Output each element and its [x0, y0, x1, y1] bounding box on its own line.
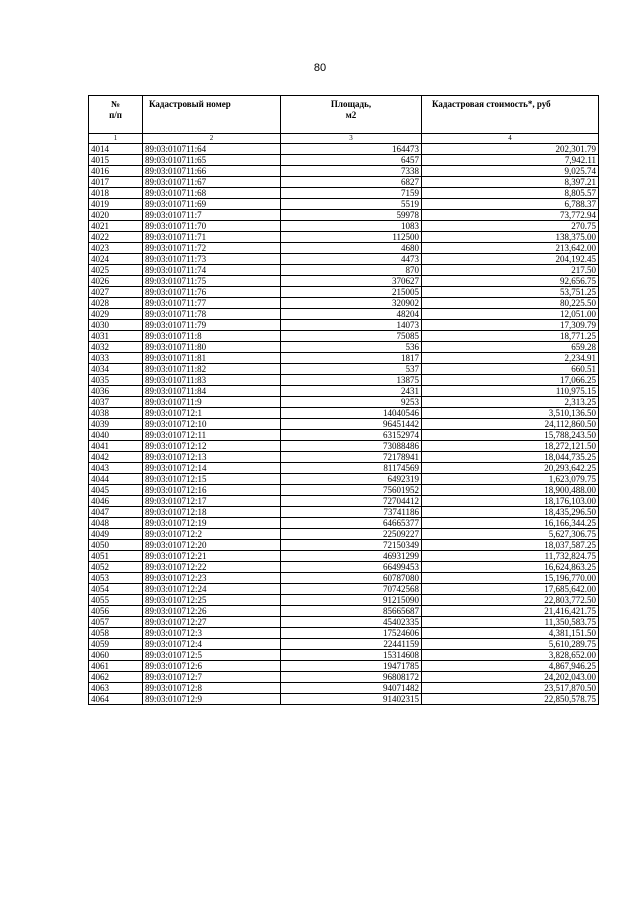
table-row — [89, 661, 599, 672]
area-cell: 59978 — [281, 210, 422, 221]
cadastral-number-cell: 89:03:010711:71 — [143, 232, 281, 243]
row-number-cell: 4022 — [89, 232, 143, 243]
cadastral-value-cell: 11,350,583.75 — [422, 617, 599, 628]
header-cadastral-number — [143, 96, 281, 134]
cadastral-number-cell: 89:03:010712:25 — [143, 595, 281, 606]
area-cell: 1817 — [281, 353, 422, 364]
header-row — [89, 96, 599, 134]
cadastral-value-cell: 24,202,043.00 — [422, 672, 599, 683]
area-cell: 70742568 — [281, 584, 422, 595]
row-number-cell: 4051 — [89, 551, 143, 562]
area-cell: 94071482 — [281, 683, 422, 694]
area-cell: 215005 — [281, 287, 422, 298]
cadastral-value-cell: 213,642.00 — [422, 243, 599, 254]
cadastral-number-cell: 89:03:010712:13 — [143, 452, 281, 463]
area-cell: 537 — [281, 364, 422, 375]
table-row — [89, 155, 599, 166]
cadastral-number-cell: 89:03:010712:17 — [143, 496, 281, 507]
cadastral-number-cell: 89:03:010712:14 — [143, 463, 281, 474]
cadastral-number-cell: 89:03:010712:3 — [143, 628, 281, 639]
cadastral-number-cell: 89:03:010711:68 — [143, 188, 281, 199]
table-row — [89, 496, 599, 507]
column-number: 2 — [143, 134, 281, 144]
row-number-cell: 4030 — [89, 320, 143, 331]
row-number-cell: 4021 — [89, 221, 143, 232]
cadastral-number-cell: 89:03:010712:23 — [143, 573, 281, 584]
cadastral-value-cell: 12,051.00 — [422, 309, 599, 320]
cadastral-value-cell: 4,381,151.50 — [422, 628, 599, 639]
row-number-cell: 4056 — [89, 606, 143, 617]
table-row — [89, 474, 599, 485]
cadastral-value-cell: 6,788.37 — [422, 199, 599, 210]
area-cell: 72704412 — [281, 496, 422, 507]
cadastral-number-cell: 89:03:010711:9 — [143, 397, 281, 408]
row-number-cell: 4048 — [89, 518, 143, 529]
area-cell: 22509227 — [281, 529, 422, 540]
cadastral-number-cell: 89:03:010711:78 — [143, 309, 281, 320]
cadastral-value-cell: 2,313.25 — [422, 397, 599, 408]
table-row — [89, 584, 599, 595]
row-number-cell: 4064 — [89, 694, 143, 705]
table-row — [89, 309, 599, 320]
table-row — [89, 507, 599, 518]
cadastral-number-cell: 89:03:010712:22 — [143, 562, 281, 573]
row-number-cell: 4059 — [89, 639, 143, 650]
row-number-cell: 4038 — [89, 408, 143, 419]
row-number-cell: 4049 — [89, 529, 143, 540]
row-number-cell: 4058 — [89, 628, 143, 639]
row-number-cell: 4045 — [89, 485, 143, 496]
row-number-cell: 4023 — [89, 243, 143, 254]
row-number-cell: 4040 — [89, 430, 143, 441]
table-row — [89, 540, 599, 551]
table-row — [89, 397, 599, 408]
area-cell: 6492319 — [281, 474, 422, 485]
row-number-cell: 4063 — [89, 683, 143, 694]
area-cell: 9253 — [281, 397, 422, 408]
cadastral-number-cell: 89:03:010712:6 — [143, 661, 281, 672]
row-number-cell: 4047 — [89, 507, 143, 518]
cadastral-number-cell: 89:03:010711:77 — [143, 298, 281, 309]
row-number-cell: 4035 — [89, 375, 143, 386]
row-number-cell: 4039 — [89, 419, 143, 430]
area-cell: 64665377 — [281, 518, 422, 529]
table-row — [89, 386, 599, 397]
cadastral-value-cell: 18,272,121.50 — [422, 441, 599, 452]
table-row — [89, 320, 599, 331]
table-row — [89, 683, 599, 694]
cadastral-value-cell: 217.50 — [422, 265, 599, 276]
cadastral-value-cell: 18,435,296.50 — [422, 507, 599, 518]
row-number-cell: 4044 — [89, 474, 143, 485]
row-number-cell: 4057 — [89, 617, 143, 628]
row-number-cell: 4046 — [89, 496, 143, 507]
area-cell: 60787080 — [281, 573, 422, 584]
cadastral-value-cell: 73,772.94 — [422, 210, 599, 221]
area-cell: 46931299 — [281, 551, 422, 562]
table-row — [89, 298, 599, 309]
area-cell: 112500 — [281, 232, 422, 243]
row-number-cell: 4025 — [89, 265, 143, 276]
cadastral-value-cell: 15,788,243.50 — [422, 430, 599, 441]
cadastral-value-cell: 11,732,824.75 — [422, 551, 599, 562]
cadastral-value-cell: 9,025.74 — [422, 166, 599, 177]
row-number-cell: 4036 — [89, 386, 143, 397]
area-cell: 370627 — [281, 276, 422, 287]
area-cell: 72150349 — [281, 540, 422, 551]
area-cell: 73088486 — [281, 441, 422, 452]
cadastral-number-cell: 89:03:010711:80 — [143, 342, 281, 353]
table-body — [89, 144, 599, 705]
area-cell: 66499453 — [281, 562, 422, 573]
header-cadastral-value-label: Кадастровая стоимость*, руб — [432, 99, 551, 109]
table-row — [89, 144, 599, 155]
table-row — [89, 518, 599, 529]
row-number-cell: 4032 — [89, 342, 143, 353]
cadastral-value-cell: 3,828,652.00 — [422, 650, 599, 661]
table-row — [89, 628, 599, 639]
cadastral-value-cell: 22,803,772.50 — [422, 595, 599, 606]
area-cell: 4680 — [281, 243, 422, 254]
row-number-cell: 4052 — [89, 562, 143, 573]
table-row — [89, 177, 599, 188]
row-number-cell: 4037 — [89, 397, 143, 408]
cadastral-value-cell: 270.75 — [422, 221, 599, 232]
cadastral-number-cell: 89:03:010712:26 — [143, 606, 281, 617]
area-cell: 2431 — [281, 386, 422, 397]
row-number-cell: 4028 — [89, 298, 143, 309]
cadastre-table — [88, 95, 599, 705]
area-cell: 13875 — [281, 375, 422, 386]
cadastral-value-cell: 23,517,870.50 — [422, 683, 599, 694]
table-row — [89, 331, 599, 342]
area-cell: 5519 — [281, 199, 422, 210]
row-number-cell: 4014 — [89, 144, 143, 155]
area-cell: 75601952 — [281, 485, 422, 496]
table-row — [89, 573, 599, 584]
row-number-cell: 4026 — [89, 276, 143, 287]
area-cell: 164473 — [281, 144, 422, 155]
cadastral-number-cell: 89:03:010711:79 — [143, 320, 281, 331]
cadastral-number-cell: 89:03:010712:8 — [143, 683, 281, 694]
row-number-cell: 4042 — [89, 452, 143, 463]
table-row — [89, 595, 599, 606]
cadastral-value-cell: 80,225.50 — [422, 298, 599, 309]
column-numbers-row — [89, 134, 599, 144]
cadastral-value-cell: 5,610,289.75 — [422, 639, 599, 650]
row-number-cell: 4055 — [89, 595, 143, 606]
cadastral-number-cell: 89:03:010711:74 — [143, 265, 281, 276]
cadastral-number-cell: 89:03:010712:2 — [143, 529, 281, 540]
table-row — [89, 188, 599, 199]
cadastral-number-cell: 89:03:010712:24 — [143, 584, 281, 595]
table-row — [89, 210, 599, 221]
table-row — [89, 408, 599, 419]
page-number: 80 — [313, 62, 327, 74]
cadastral-value-cell: 20,293,642.25 — [422, 463, 599, 474]
table-row — [89, 265, 599, 276]
row-number-cell: 4015 — [89, 155, 143, 166]
table-row — [89, 342, 599, 353]
table-row — [89, 617, 599, 628]
table-row — [89, 452, 599, 463]
table-row — [89, 672, 599, 683]
cadastral-number-cell: 89:03:010711:66 — [143, 166, 281, 177]
row-number-cell: 4053 — [89, 573, 143, 584]
cadastral-number-cell: 89:03:010712:16 — [143, 485, 281, 496]
table-row — [89, 529, 599, 540]
cadastral-value-cell: 17,685,642.00 — [422, 584, 599, 595]
cadastral-value-cell: 202,301.79 — [422, 144, 599, 155]
header-row-number-label: № п/п — [109, 99, 122, 120]
area-cell: 536 — [281, 342, 422, 353]
cadastral-value-cell: 18,900,488.00 — [422, 485, 599, 496]
table-row — [89, 364, 599, 375]
cadastral-value-cell: 18,037,587.25 — [422, 540, 599, 551]
area-cell: 6827 — [281, 177, 422, 188]
cadastral-value-cell: 660.51 — [422, 364, 599, 375]
row-number-cell: 4024 — [89, 254, 143, 265]
cadastral-number-cell: 89:03:010711:75 — [143, 276, 281, 287]
column-number: 4 — [422, 134, 599, 144]
area-cell: 14073 — [281, 320, 422, 331]
cadastral-number-cell: 89:03:010711:72 — [143, 243, 281, 254]
cadastral-number-cell: 89:03:010711:81 — [143, 353, 281, 364]
area-cell: 91402315 — [281, 694, 422, 705]
cadastral-value-cell: 4,867,946.25 — [422, 661, 599, 672]
area-cell: 81174569 — [281, 463, 422, 474]
cadastral-value-cell: 24,112,860.50 — [422, 419, 599, 430]
cadastral-number-cell: 89:03:010711:70 — [143, 221, 281, 232]
row-number-cell: 4034 — [89, 364, 143, 375]
row-number-cell: 4027 — [89, 287, 143, 298]
cadastral-value-cell: 659.28 — [422, 342, 599, 353]
cadastral-value-cell: 16,624,863.25 — [422, 562, 599, 573]
header-row-number — [89, 96, 143, 134]
area-cell: 7159 — [281, 188, 422, 199]
cadastral-value-cell: 16,166,344.25 — [422, 518, 599, 529]
row-number-cell: 4029 — [89, 309, 143, 320]
table-row — [89, 694, 599, 705]
cadastral-number-cell: 89:03:010712:19 — [143, 518, 281, 529]
cadastral-value-cell: 53,751.25 — [422, 287, 599, 298]
table-row — [89, 430, 599, 441]
cadastral-value-cell: 15,196,770.00 — [422, 573, 599, 584]
area-cell: 63152974 — [281, 430, 422, 441]
cadastral-value-cell: 18,044,735.25 — [422, 452, 599, 463]
area-cell: 6457 — [281, 155, 422, 166]
area-cell: 17524606 — [281, 628, 422, 639]
area-cell: 7338 — [281, 166, 422, 177]
area-cell: 4473 — [281, 254, 422, 265]
area-cell: 75085 — [281, 331, 422, 342]
table-row — [89, 562, 599, 573]
table-header — [89, 96, 599, 144]
table-row — [89, 276, 599, 287]
cadastral-number-cell: 89:03:010712:4 — [143, 639, 281, 650]
row-number-cell: 4050 — [89, 540, 143, 551]
table-row — [89, 243, 599, 254]
table-row — [89, 606, 599, 617]
area-cell: 1083 — [281, 221, 422, 232]
row-number-cell: 4054 — [89, 584, 143, 595]
area-cell: 320902 — [281, 298, 422, 309]
row-number-cell: 4031 — [89, 331, 143, 342]
cadastral-value-cell: 204,192.45 — [422, 254, 599, 265]
cadastral-value-cell: 21,416,421.75 — [422, 606, 599, 617]
cadastral-number-cell: 89:03:010712:9 — [143, 694, 281, 705]
header-cadastral-number-label: Кадастровый номер — [149, 99, 231, 109]
table-row — [89, 199, 599, 210]
cadastral-number-cell: 89:03:010711:76 — [143, 287, 281, 298]
table-row — [89, 485, 599, 496]
cadastral-number-cell: 89:03:010712:27 — [143, 617, 281, 628]
table-row — [89, 254, 599, 265]
table-row — [89, 441, 599, 452]
row-number-cell: 4062 — [89, 672, 143, 683]
table-row — [89, 232, 599, 243]
area-cell: 48204 — [281, 309, 422, 320]
cadastral-value-cell: 8,805.57 — [422, 188, 599, 199]
cadastral-number-cell: 89:03:010712:10 — [143, 419, 281, 430]
cadastral-number-cell: 89:03:010712:11 — [143, 430, 281, 441]
cadastral-number-cell: 89:03:010711:83 — [143, 375, 281, 386]
cadastral-number-cell: 89:03:010711:64 — [143, 144, 281, 155]
cadastral-value-cell: 17,309.79 — [422, 320, 599, 331]
cadastral-number-cell: 89:03:010712:20 — [143, 540, 281, 551]
cadastral-value-cell: 110,975.15 — [422, 386, 599, 397]
column-number: 1 — [89, 134, 143, 144]
table-row — [89, 650, 599, 661]
area-cell: 73741186 — [281, 507, 422, 518]
cadastral-number-cell: 89:03:010712:21 — [143, 551, 281, 562]
row-number-cell: 4043 — [89, 463, 143, 474]
row-number-cell: 4018 — [89, 188, 143, 199]
row-number-cell: 4019 — [89, 199, 143, 210]
row-number-cell: 4016 — [89, 166, 143, 177]
cadastral-number-cell: 89:03:010711:69 — [143, 199, 281, 210]
area-cell: 72178941 — [281, 452, 422, 463]
cadastral-value-cell: 2,234.91 — [422, 353, 599, 364]
cadastral-value-cell: 8,397.21 — [422, 177, 599, 188]
cadastral-number-cell: 89:03:010712:12 — [143, 441, 281, 452]
cadastral-value-cell: 18,771.25 — [422, 331, 599, 342]
table-row — [89, 639, 599, 650]
cadastral-value-cell: 7,942.11 — [422, 155, 599, 166]
table-row — [89, 166, 599, 177]
cadastral-value-cell: 5,627,306.75 — [422, 529, 599, 540]
cadastral-number-cell: 89:03:010712:18 — [143, 507, 281, 518]
header-area-label: Площадь, м2 — [330, 99, 372, 120]
table-row — [89, 221, 599, 232]
area-cell: 96451442 — [281, 419, 422, 430]
cadastral-number-cell: 89:03:010712:1 — [143, 408, 281, 419]
cadastral-number-cell: 89:03:010711:84 — [143, 386, 281, 397]
cadastral-number-cell: 89:03:010711:7 — [143, 210, 281, 221]
cadastral-value-cell: 22,850,578.75 — [422, 694, 599, 705]
table-row — [89, 551, 599, 562]
header-cadastral-value — [422, 96, 599, 134]
row-number-cell: 4041 — [89, 441, 143, 452]
area-cell: 85665687 — [281, 606, 422, 617]
area-cell: 91215090 — [281, 595, 422, 606]
cadastral-value-cell: 92,656.75 — [422, 276, 599, 287]
cadastral-value-cell: 17,066.25 — [422, 375, 599, 386]
row-number-cell: 4020 — [89, 210, 143, 221]
cadastral-value-cell: 1,623,079.75 — [422, 474, 599, 485]
cadastral-number-cell: 89:03:010711:65 — [143, 155, 281, 166]
row-number-cell: 4060 — [89, 650, 143, 661]
cadastral-value-cell: 18,176,103.00 — [422, 496, 599, 507]
cadastral-value-cell: 138,375.00 — [422, 232, 599, 243]
cadastral-number-cell: 89:03:010712:7 — [143, 672, 281, 683]
area-cell: 96808172 — [281, 672, 422, 683]
area-cell: 19471785 — [281, 661, 422, 672]
table-row — [89, 287, 599, 298]
cadastral-number-cell: 89:03:010711:8 — [143, 331, 281, 342]
area-cell: 22441159 — [281, 639, 422, 650]
table-row — [89, 419, 599, 430]
column-number: 3 — [281, 134, 422, 144]
row-number-cell: 4033 — [89, 353, 143, 364]
cadastral-number-cell: 89:03:010712:15 — [143, 474, 281, 485]
row-number-cell: 4017 — [89, 177, 143, 188]
cadastral-value-cell: 3,510,136.50 — [422, 408, 599, 419]
area-cell: 14040546 — [281, 408, 422, 419]
table-row — [89, 463, 599, 474]
row-number-cell: 4061 — [89, 661, 143, 672]
area-cell: 870 — [281, 265, 422, 276]
area-cell: 45402335 — [281, 617, 422, 628]
table-row — [89, 375, 599, 386]
cadastral-number-cell: 89:03:010711:73 — [143, 254, 281, 265]
area-cell: 15314608 — [281, 650, 422, 661]
cadastral-number-cell: 89:03:010711:82 — [143, 364, 281, 375]
cadastral-number-cell: 89:03:010712:5 — [143, 650, 281, 661]
header-area — [281, 96, 422, 134]
cadastral-number-cell: 89:03:010711:67 — [143, 177, 281, 188]
table-row — [89, 353, 599, 364]
